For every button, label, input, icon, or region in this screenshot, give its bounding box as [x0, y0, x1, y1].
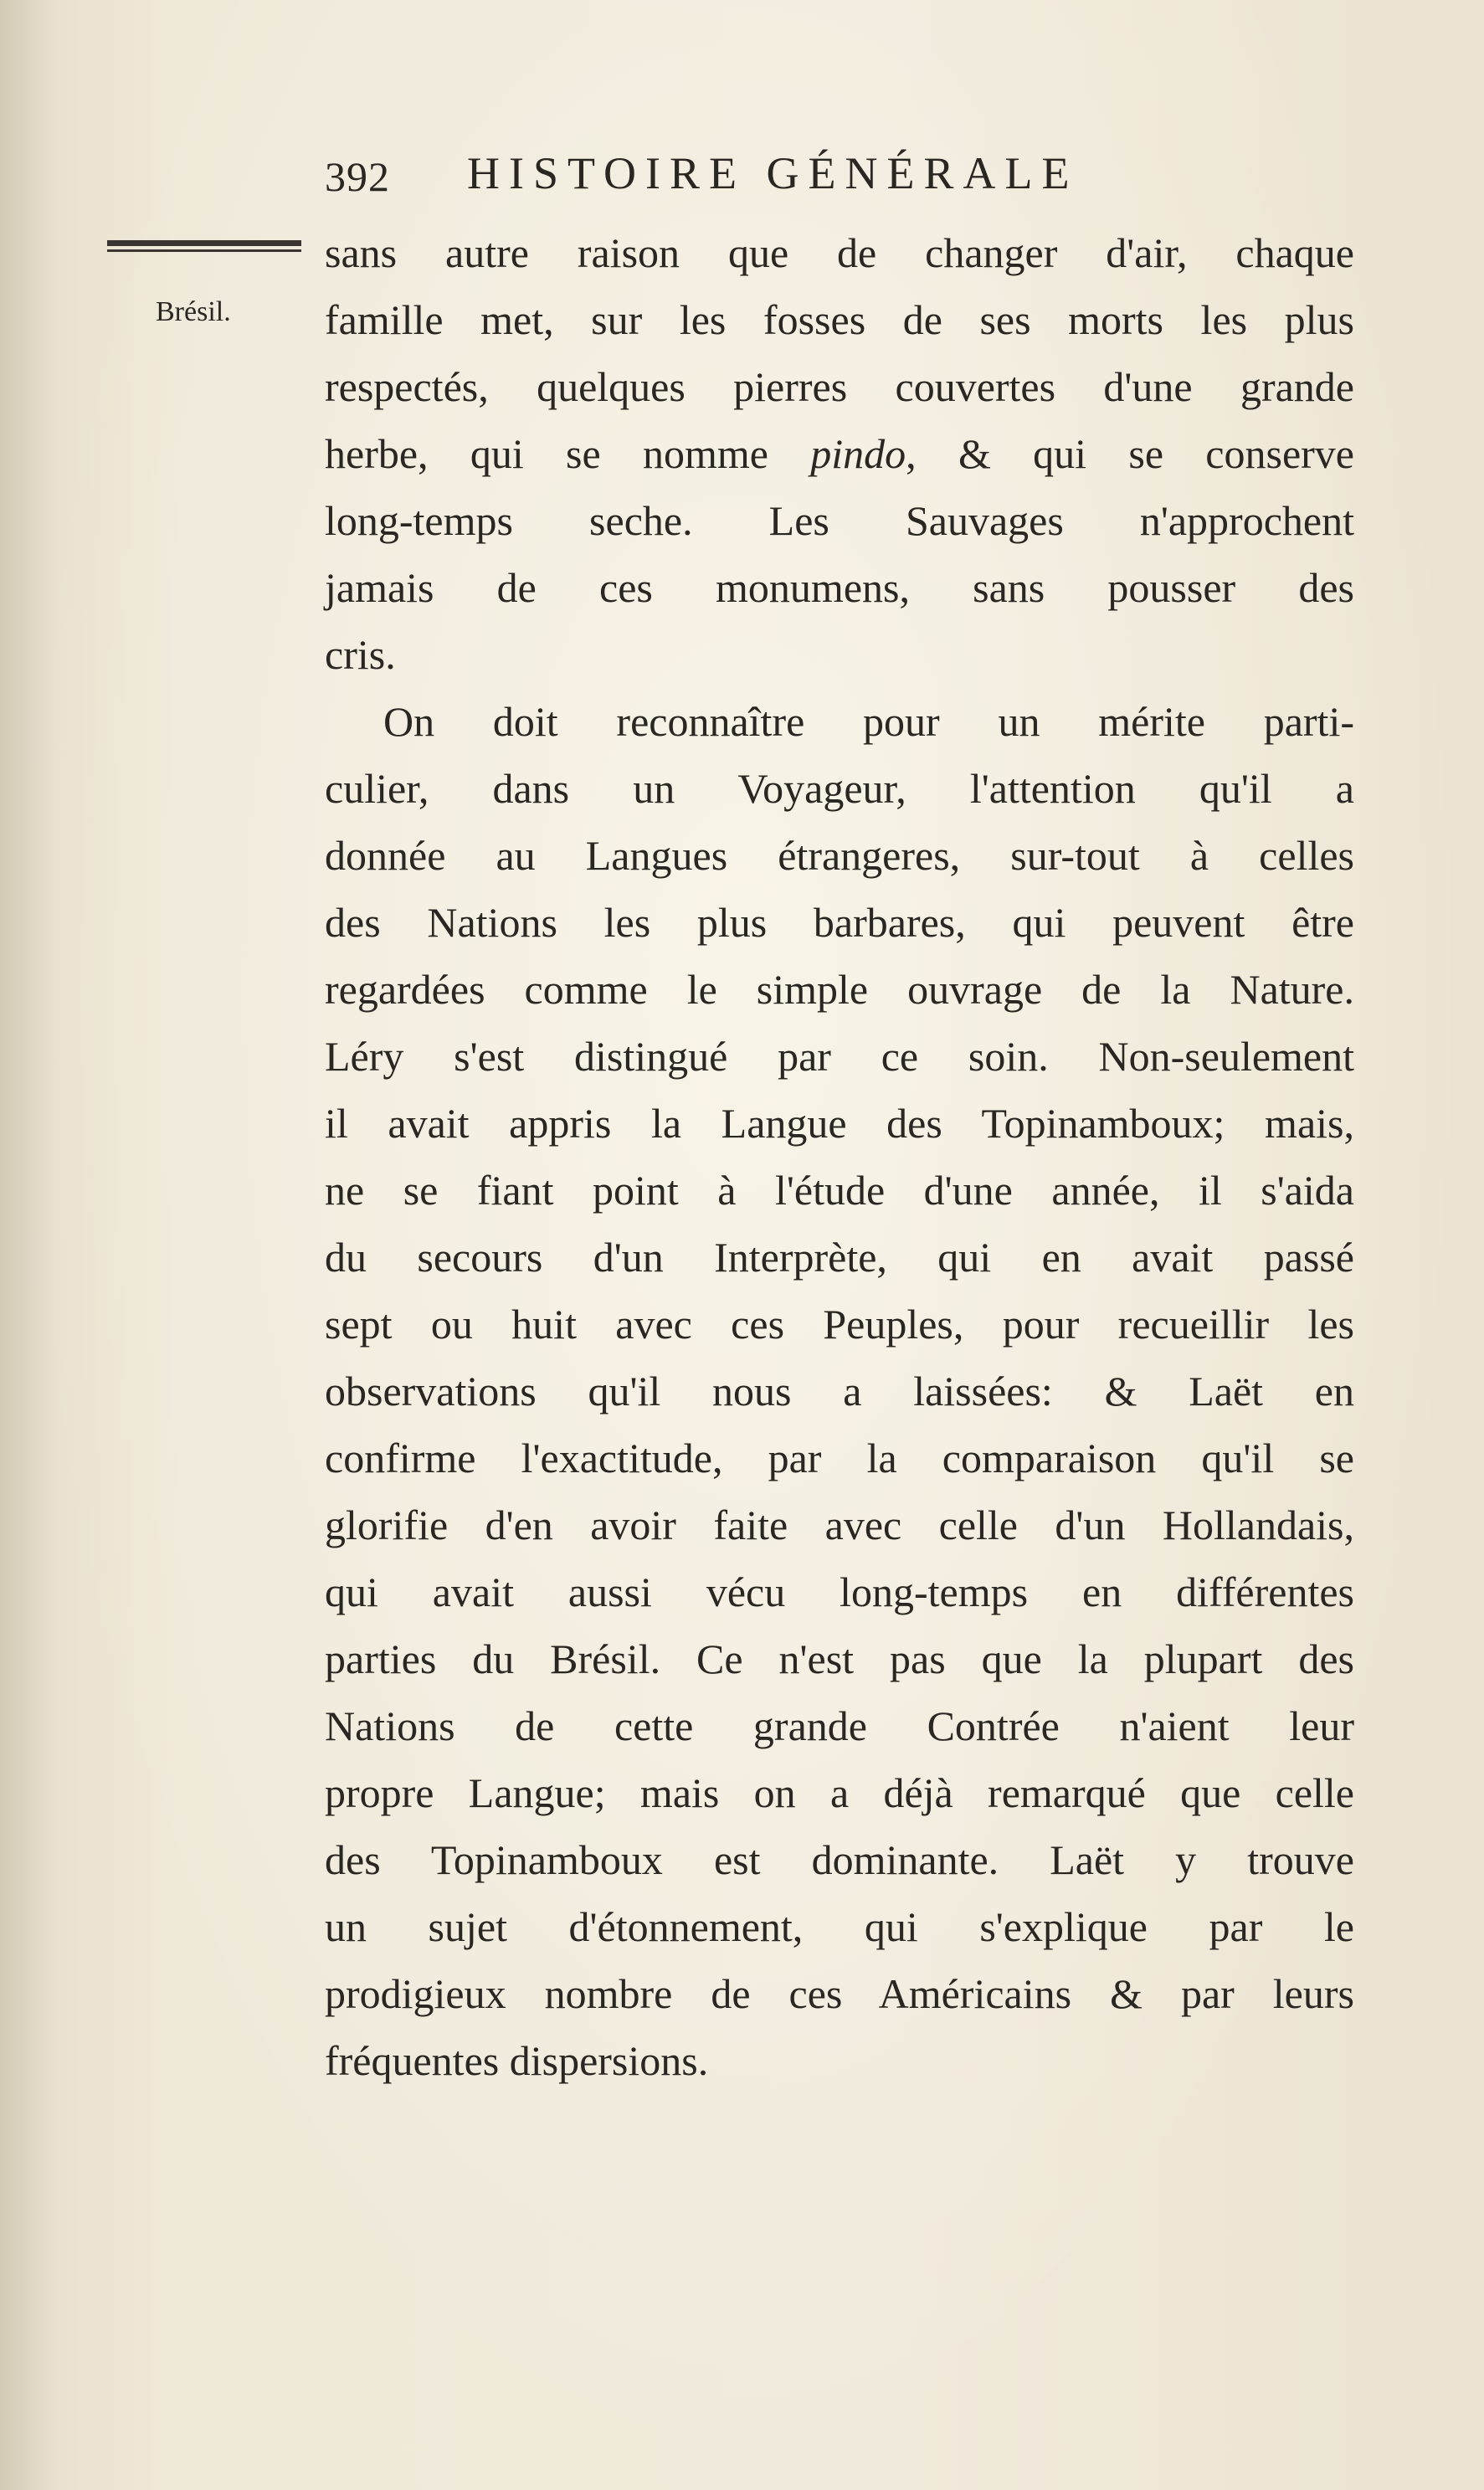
text-line: des Topinamboux est dominante. Laët y trouve	[325, 1836, 1354, 1883]
text-line-pindo	[325, 420, 1354, 487]
text-line: glorifie d'en avoir faite avec celle d'un Hollandais,	[325, 1502, 1354, 1548]
text-line: parties du Brésil. Ce n'est pas que la plupart des	[325, 1635, 1354, 1682]
text-line: donnée au Langues étrangeres, sur-tout à celles	[325, 832, 1354, 879]
text-line: fréquentes dispersions.	[325, 2037, 709, 2084]
text-line: ne se fiant point à l'étude d'une année, il s'aida	[325, 1167, 1354, 1214]
text-line: propre Langue; mais on a déjà remarqué que celle	[325, 1769, 1354, 1816]
text-line: jamais de ces monumens, sans pousser des	[325, 564, 1354, 611]
binding-shadow	[0, 0, 59, 2490]
text-line: un sujet d'étonnement, qui s'explique par le	[325, 1903, 1354, 1950]
running-head	[325, 147, 1363, 206]
text-fragment: herbe, qui se nomme	[325, 430, 811, 477]
text-line: confirme l'exactitude, par la comparaison qu'il se	[325, 1435, 1354, 1481]
text-line: regardées comme le simple ouvrage de la Nature.	[325, 966, 1354, 1013]
text-line: des Nations les plus barbares, qui peuvent être	[325, 899, 1354, 946]
text-line: long-temps seche. Les Sauvages n'approchent	[325, 497, 1354, 544]
italic-word-pindo: pindo	[810, 430, 906, 477]
text-line: famille met, sur les fosses de ses morts les plus	[325, 296, 1354, 343]
text-line: prodigieux nombre de ces Américains & par leurs	[325, 1970, 1354, 2017]
text-line: observations qu'il nous a laissées: & Laët en	[325, 1368, 1354, 1414]
text-line: sept ou huit avec ces Peuples, pour recueillir les	[325, 1301, 1354, 1348]
text-fragment: , & qui se conserve	[906, 430, 1354, 477]
text-line: Nations de cette grande Contrée n'aient leur	[325, 1702, 1354, 1749]
body-text	[325, 219, 1354, 2094]
rule-thin	[107, 249, 301, 252]
margin-ornament-rule	[107, 240, 301, 254]
text-line: cris.	[325, 631, 396, 678]
text-line: qui avait aussi vécu long-temps en différentes	[325, 1568, 1354, 1615]
running-title: HISTOIRE GÉNÉRALE	[467, 148, 1079, 198]
text-line: respectés, quelques pierres couvertes d'une grande	[325, 363, 1354, 410]
text-line: du secours d'un Interprète, qui en avait passé	[325, 1234, 1354, 1281]
page-number: 392	[325, 153, 390, 200]
text-line: Léry s'est distingué par ce soin. Non-seulement	[325, 1033, 1354, 1080]
text-line: sans autre raison que de changer d'air, chaque	[325, 229, 1354, 276]
paragraph-start-line: On doit reconnaître pour un mérite parti-	[383, 698, 1354, 745]
text-line: culier, dans un Voyageur, l'attention qu'il a	[325, 765, 1354, 812]
text-line: il avait appris la Langue des Topinamboux; mais,	[325, 1100, 1354, 1147]
marginal-note: Brésil.	[156, 296, 231, 327]
rule-thick	[107, 240, 301, 246]
